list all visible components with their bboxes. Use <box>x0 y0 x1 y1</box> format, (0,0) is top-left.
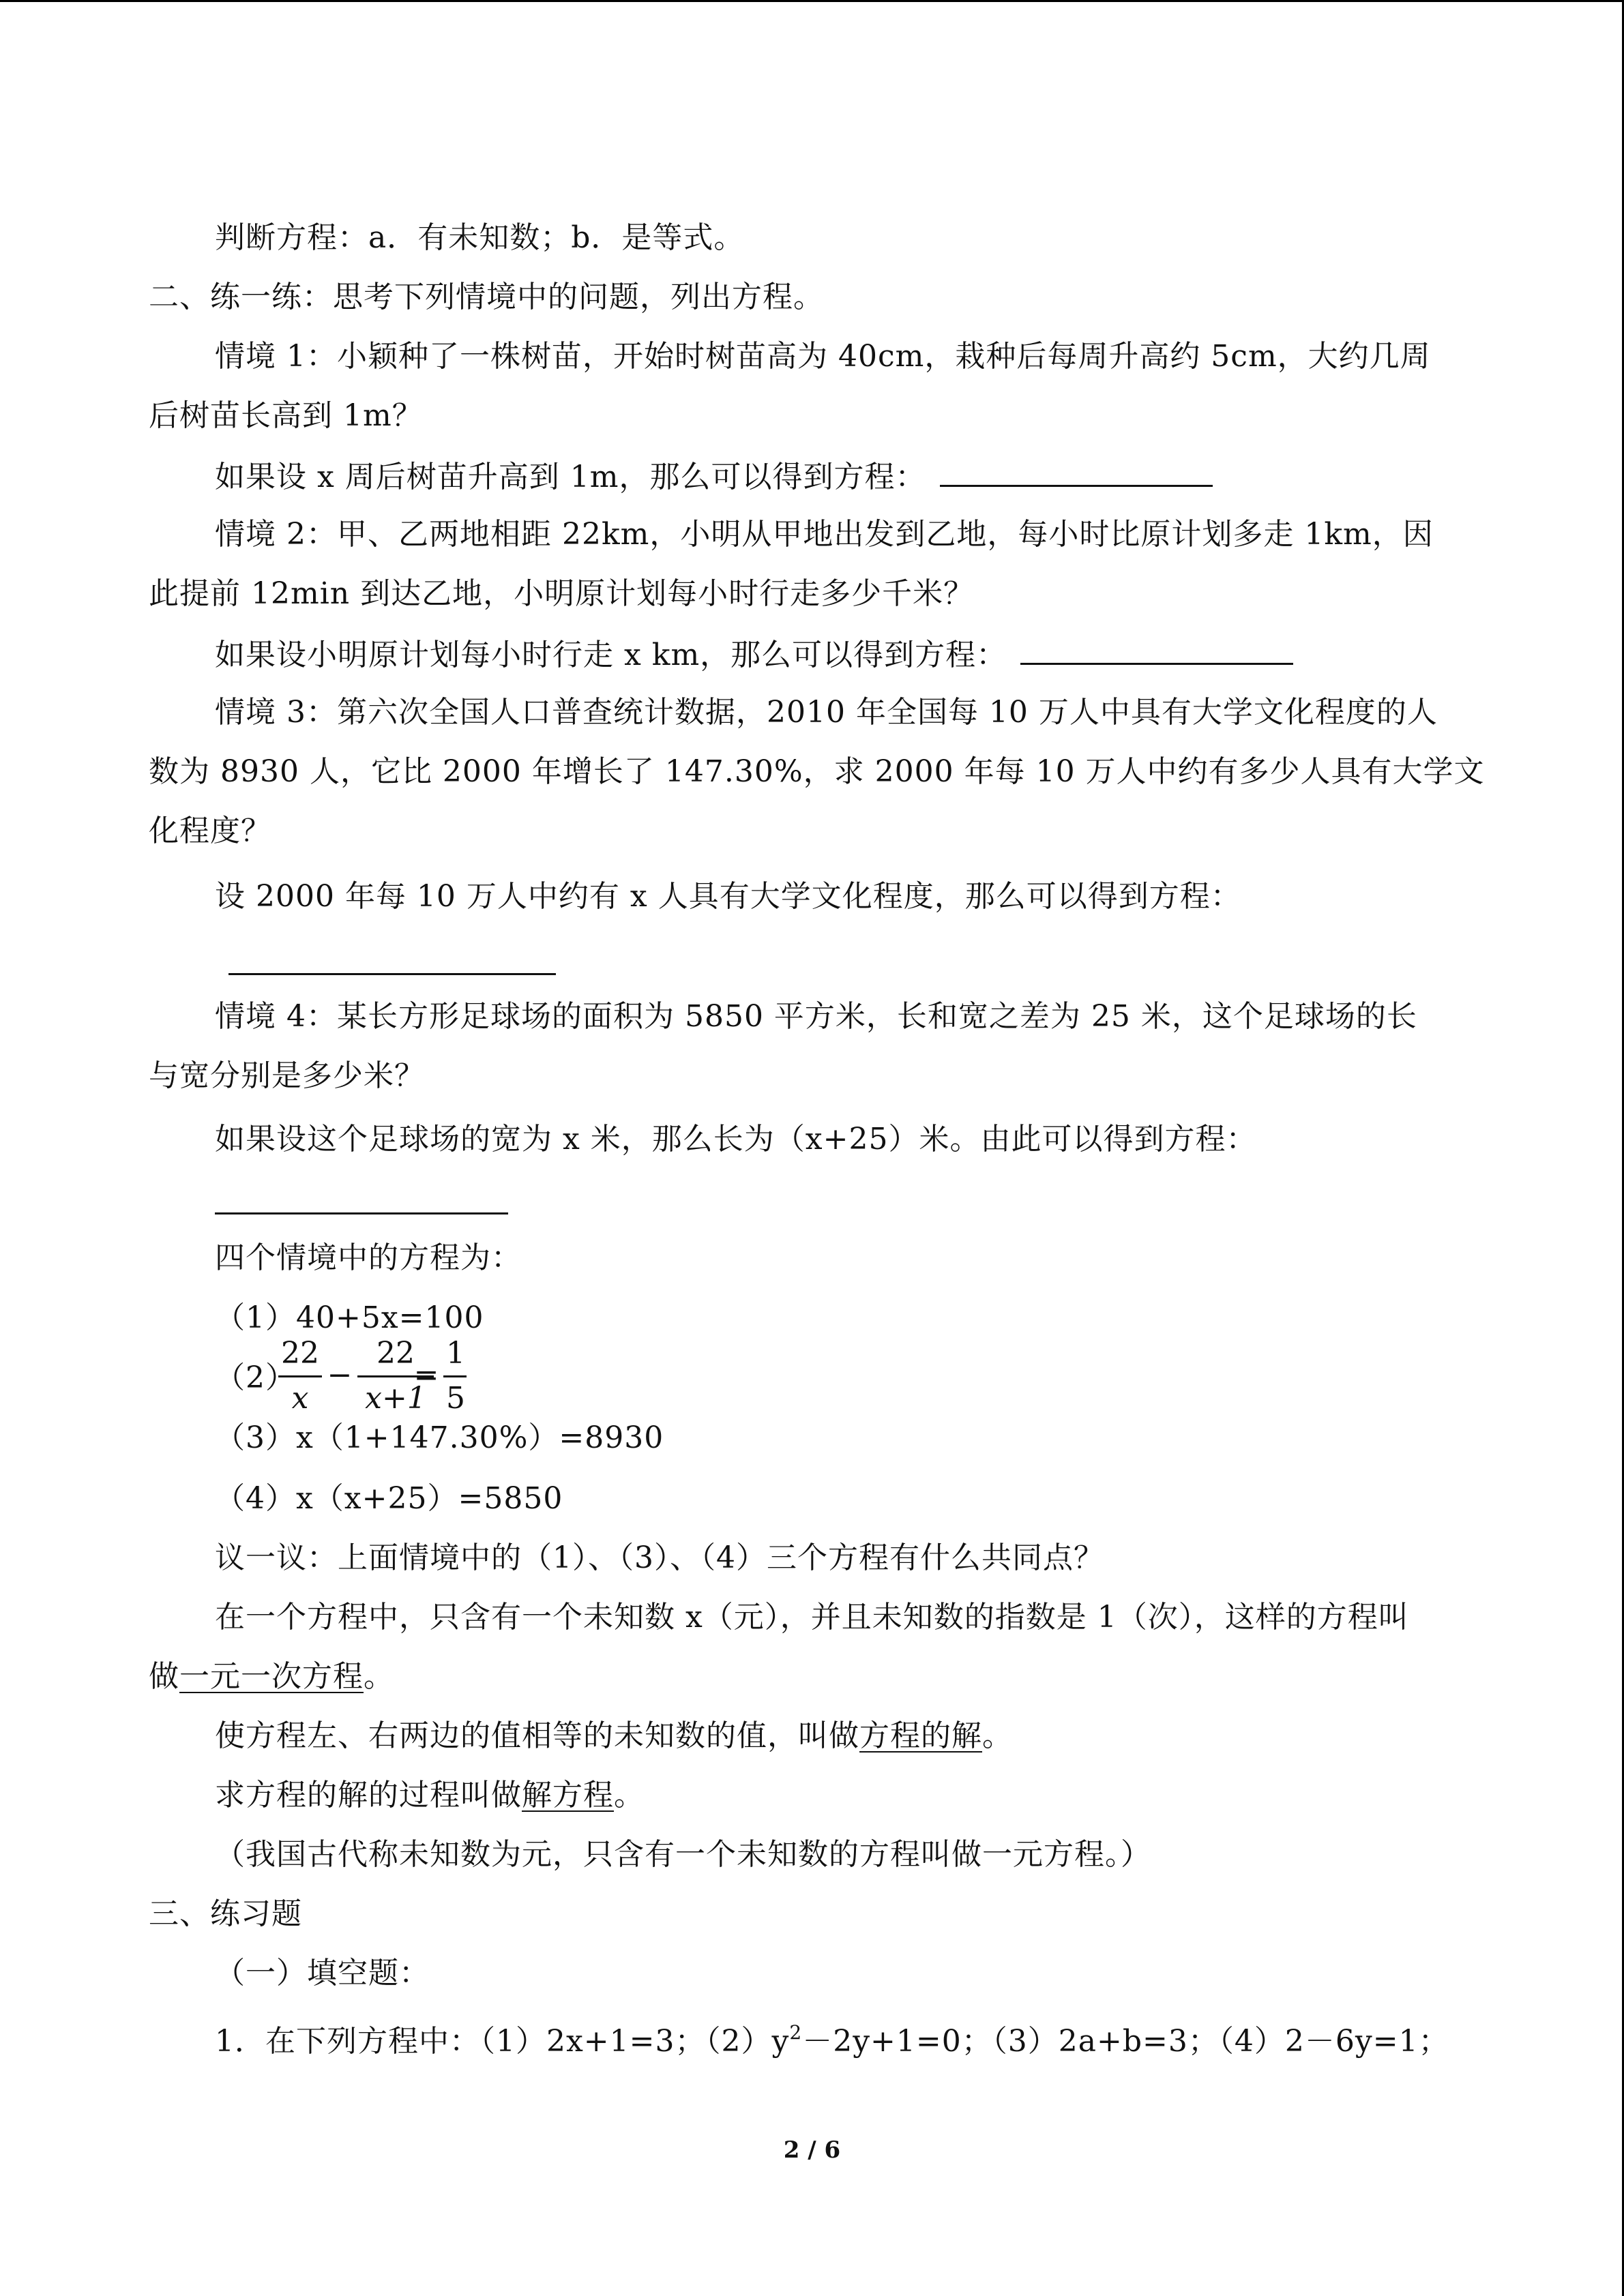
text-line: 与宽分别是多少米？ <box>149 1058 425 1093</box>
definition-line <box>149 1656 394 1697</box>
text-line: 情境 2：甲、乙两地相距 22km，小明从甲地出发到乙地，每小时比原计划多走 1km，因 <box>215 517 1434 552</box>
current-page: 2 <box>783 2136 800 2164</box>
equals-sign: = <box>413 1358 439 1392</box>
subsection-heading: （一）填空题： <box>215 1956 430 1991</box>
text-line <box>215 455 1213 498</box>
term-solving: 解方程 <box>522 1778 614 1813</box>
page-separator: / <box>799 2136 825 2164</box>
text-line: 判断方程：a．有未知数；b．是等式。 <box>215 220 745 255</box>
superscript: 2 <box>789 2021 803 2044</box>
fraction-3-numerator: 1 <box>446 1336 465 1371</box>
answer-blank[interactable] <box>1020 633 1293 665</box>
text-line: 情境 3：第六次全国人口普查统计数据，2010 年全国每 10 万人中具有大学文化程度的人 <box>215 695 1438 730</box>
fraction-2-denominator: x+1 <box>365 1381 426 1416</box>
prompt-text: 如果设 x 周后树苗升高到 1m，那么可以得到方程： <box>215 460 926 494</box>
fraction-3-denominator: 5 <box>446 1381 465 1416</box>
equation-2-label: （2） <box>215 1360 296 1395</box>
text-line: 议一议：上面情境中的（1）、（3）、（4）三个方程有什么共同点？ <box>215 1540 1104 1575</box>
text-line: 此提前 12min 到达乙地，小明原计划每小时行走多少千米？ <box>149 576 975 611</box>
equation-4: （4）x（x+25）=5850 <box>215 1481 563 1516</box>
total-pages: 6 <box>824 2136 841 2164</box>
term-linear-equation: 一元一次方程 <box>179 1659 364 1694</box>
text: 。 <box>364 1659 394 1694</box>
text: －2y+1=0；（3）2a+b=3；（4）2－6y=1； <box>802 2024 1449 2059</box>
text: 使方程左、右两边的值相等的未知数的值，叫做 <box>215 1718 859 1753</box>
equation-1: （1）40+5x=100 <box>215 1300 484 1335</box>
definition-line <box>215 1775 645 1816</box>
text-line: （我国古代称未知数为元，只含有一个未知数的方程叫做一元方程。） <box>215 1837 1151 1872</box>
text: 。 <box>614 1778 645 1813</box>
text-line: 后树苗长高到 1m？ <box>149 398 423 433</box>
text-line: 设 2000 年每 10 万人中约有 x 人具有大学文化程度，那么可以得到方程： <box>215 879 1241 914</box>
text-line: 情境 1：小颖种了一株树苗，开始时树苗高为 40cm，栽种后每周升高约 5cm，大约几周 <box>215 339 1431 374</box>
prompt-text: 如果设小明原计划每小时行走 x km，那么可以得到方程： <box>215 638 1007 672</box>
text-line: 如果设这个足球场的宽为 x 米，那么长为（x+25）米。由此可以得到方程： <box>215 1122 1257 1157</box>
question-line <box>215 2012 1449 2062</box>
fraction-1-denominator: x <box>291 1381 309 1416</box>
text: 求方程的解的过程叫做 <box>215 1778 522 1813</box>
text-line <box>215 633 1293 676</box>
text-line: 情境 4：某长方形足球场的面积为 5850 平方米，长和宽之差为 25 米，这个足球场的长 <box>215 999 1417 1034</box>
fraction-1-numerator: 22 <box>281 1336 319 1371</box>
text: 做 <box>149 1659 179 1694</box>
text-line: 在一个方程中，只含有一个未知数 x（元），并且未知数的指数是 1（次），这样的方程叫 <box>215 1600 1409 1635</box>
definition-line <box>215 1716 1013 1757</box>
answer-blank[interactable] <box>215 1212 508 1214</box>
text-line: 四个情境中的方程为： <box>215 1240 522 1275</box>
fraction-2-numerator: 22 <box>377 1336 415 1371</box>
answer-blank[interactable] <box>228 973 556 975</box>
minus-sign: − <box>327 1358 353 1392</box>
fraction-bar <box>278 1375 322 1377</box>
page-number <box>0 2136 1624 2164</box>
section-heading: 三、练习题 <box>149 1896 302 1931</box>
fraction-bar <box>443 1375 467 1377</box>
text: 1．在下列方程中：（1）2x+1=3；（2）y <box>215 2024 790 2059</box>
equation-3: （3）x（1+147.30%）=8930 <box>215 1420 664 1455</box>
text-line: 化程度？ <box>149 814 271 848</box>
term-solution: 方程的解 <box>859 1718 982 1753</box>
text: 。 <box>982 1718 1013 1753</box>
answer-blank[interactable] <box>940 455 1213 487</box>
section-heading: 二、练一练：思考下列情境中的问题，列出方程。 <box>149 280 824 314</box>
text-line: 数为 8930 人，它比 2000 年增长了 147.30%，求 2000 年每 10 万人中约有多少人具有大学文 <box>149 754 1485 789</box>
